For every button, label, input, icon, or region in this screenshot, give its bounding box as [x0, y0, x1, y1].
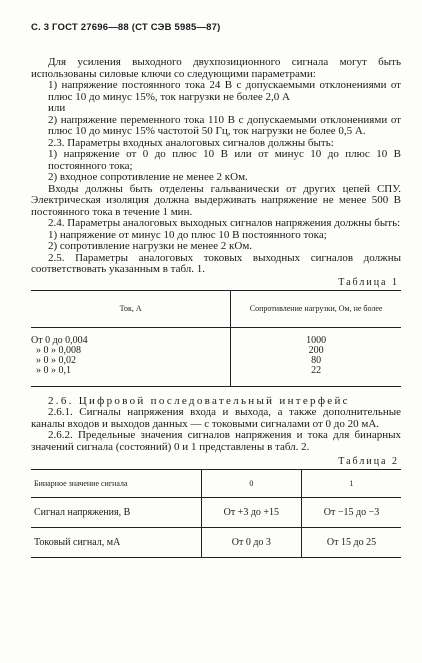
- paragraph-amplification: Для усиления выходного двухпозиционного сигнала могут быть использованы силовые ключи со следующими параметрами:: [31, 56, 401, 80]
- table-cell-state-0: От +3 до +15: [201, 498, 301, 528]
- table-1-caption: Таблица 1: [338, 276, 399, 288]
- list-item-output-voltage: 1) напряжение от минус 10 до плюс 10 В постоянного тока;: [48, 228, 327, 241]
- table-cell-current: » 0 » 0,1: [36, 364, 71, 376]
- table-cell-state-0: От 0 до 3: [201, 528, 301, 558]
- table-cell-state-1: От −15 до −3: [301, 498, 401, 528]
- table-1: [31, 290, 401, 387]
- table-header-state-0: 0: [201, 470, 301, 498]
- list-item-dc-voltage: 1) напряжение постоянного тока 24 В с допускаемыми отклонениями от плюс 10 до минус 15%, ток нагрузки не более 2,0 А: [48, 79, 401, 103]
- table-cell-label: Сигнал напряжения, В: [31, 498, 201, 528]
- table-cell-state-1: От 15 до 25: [301, 528, 401, 558]
- table-row: [31, 327, 401, 346]
- list-item-load-resistance: 2) сопротивление нагрузки не менее 2 кОм.: [48, 240, 253, 252]
- list-connector-or: или: [48, 102, 66, 114]
- table-2: [31, 469, 401, 558]
- table-header-resistance: Сопротивление нагрузки, Ом, не более: [231, 290, 401, 327]
- paragraph-isolation: Входы должны быть отделены гальванически от других цепей СПУ. Электрическая изоляция должна выдерживать напряжение не менее 500 В постоянного тока в течение 1 мин.: [31, 182, 401, 218]
- section-2-6-title: 2.6. Цифровой последовательный интерфейс: [48, 394, 350, 407]
- table-2-caption: Таблица 2: [338, 456, 399, 467]
- clause-2-5: 2.5. Параметры аналоговых токовых выходных сигналов должны соответствовать указанным в табл. 1.: [31, 251, 401, 275]
- page-header: С. 3 ГОСТ 27696—88 (СТ СЭВ 5985—87): [31, 22, 221, 33]
- table-cell-current: » 0 » 0,02: [36, 354, 76, 366]
- list-item-input-resistance: 2) входное сопротивление не менее 2 кОм.: [48, 171, 248, 183]
- table-row: [31, 366, 401, 387]
- table-row: [31, 528, 401, 558]
- table-cell-current: » 0 » 0,008: [36, 344, 81, 356]
- table-cell-resistance: 200: [231, 346, 401, 356]
- table-cell-resistance: 80: [231, 356, 401, 366]
- table-cell-resistance: 1000: [231, 327, 401, 346]
- clause-2-4: 2.4. Параметры аналоговых выходных сигналов напряжения должны быть:: [48, 217, 401, 229]
- clause-2-6-1: 2.6.1. Сигналы напряжения входа и выхода, а также дополнительные каналы входов и выходов данных — с токовыми сигналами от 0 до 20 мА.: [31, 406, 401, 430]
- list-item-input-voltage: 1) напряжение от 0 до плюс 10 В или от минус 10 до плюс 10 В постоянного тока;: [48, 148, 401, 172]
- table-header-row: [31, 470, 401, 498]
- table-row: [31, 346, 401, 356]
- table-cell-current: От 0 до 0,004: [31, 334, 88, 346]
- table-row: [31, 356, 401, 366]
- table-header-state-1: 1: [301, 470, 401, 498]
- table-cell-resistance: 22: [231, 366, 401, 387]
- table-header-row: [31, 290, 401, 327]
- table-row: [31, 498, 401, 528]
- clause-2-3: 2.3. Параметры входных аналоговых сигналов должны быть:: [48, 136, 334, 149]
- table-header-current: Ток, А: [31, 290, 231, 327]
- table-header-binary-value: Бинарное значение сигнала: [31, 470, 201, 498]
- table-cell-label: Токовый сигнал, мА: [31, 528, 201, 558]
- list-item-ac-voltage: 2) напряжение переменного тока 110 В с допускаемыми отклонениями от плюс 10 до минус 15% частотой 50 Гц, ток нагрузки не более 0,5 А.: [48, 113, 401, 137]
- clause-2-6-2: 2.6.2. Предельные значения сигналов напряжения и тока для бинарных значений сигнала (состояний) 0 и 1 представлены в табл. 2.: [31, 429, 401, 453]
- document-page: [31, 22, 401, 558]
